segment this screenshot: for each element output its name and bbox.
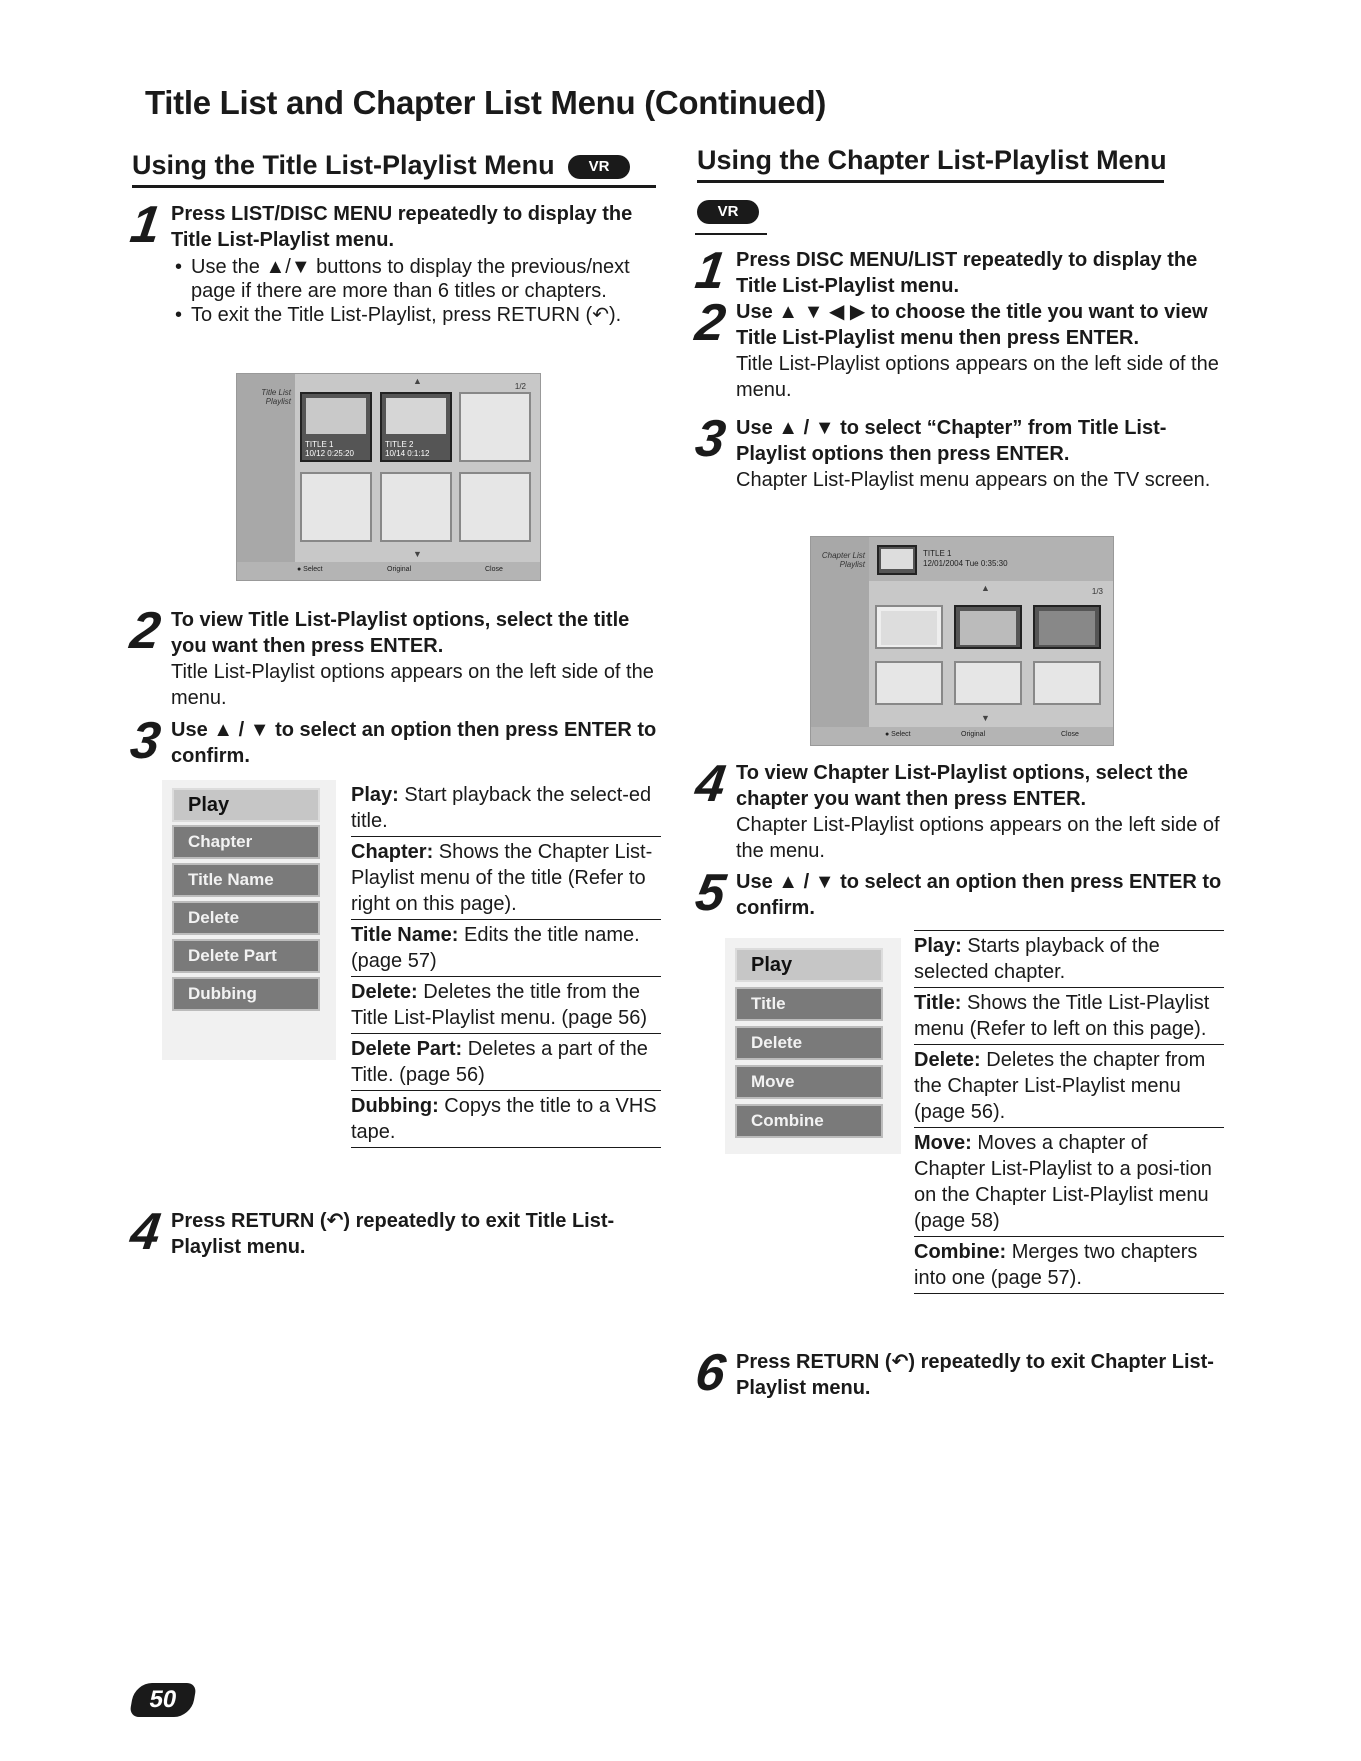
menu-item-combine[interactable]: Combine <box>735 1104 883 1138</box>
screen-footer <box>237 562 540 580</box>
vr-badge: VR <box>697 200 759 224</box>
screen-footer <box>811 727 1113 745</box>
step-body: Title List-Playlist options appears on the left side of the menu. <box>171 661 654 709</box>
right-step-6 <box>691 1344 1236 1402</box>
bullet-item: • Use the ▲/▼ buttons to display the previous/next page if there are more than 6 titles or chapters. <box>171 255 661 303</box>
menu-item-play[interactable]: Play <box>735 948 883 982</box>
footer-select: ● Select <box>297 566 323 573</box>
up-arrow-icon: ▲ <box>981 583 990 593</box>
thumb-caption: TITLE 1 10/12 0:25:20 <box>305 440 354 458</box>
step-number: 2 <box>691 294 729 352</box>
menu-item-delete-part[interactable]: Delete Part <box>172 939 320 973</box>
step-number: 2 <box>126 602 164 660</box>
empty-thumbnail <box>300 472 372 542</box>
option-desc-delete-part: Delete Part: Deletes a part of the Title. (page 56) <box>351 1034 661 1091</box>
chapter-thumbnail-3 <box>1033 605 1101 649</box>
step-title: Use ▲ ▼ ◀ ▶ to choose the title you want to view Title List-Playlist menu then press ENTER. <box>736 301 1208 349</box>
left-heading-text: Using the Title List-Playlist Menu <box>132 150 555 180</box>
empty-thumbnail <box>1033 661 1101 705</box>
step-number: 4 <box>126 1203 164 1261</box>
step-title: Press RETURN (↶) repeatedly to exit Chapter List-Playlist menu. <box>736 1351 1214 1399</box>
title-list-screen <box>236 373 541 581</box>
chapter-list-screen <box>810 536 1114 746</box>
left-step-3 <box>126 712 666 770</box>
step-title: To view Title List-Playlist options, select the title you want then press ENTER. <box>171 609 630 657</box>
header-thumbnail <box>877 545 917 575</box>
menu-item-title[interactable]: Title <box>735 987 883 1021</box>
option-desc-dubbing: Dubbing: Copys the title to a VHS tape. <box>351 1091 661 1148</box>
tree-image-icon <box>881 611 937 645</box>
left-step-4 <box>126 1203 666 1261</box>
right-step-1 <box>691 242 1236 300</box>
step-number: 5 <box>691 864 729 922</box>
screen-page-number: 1/3 <box>1091 587 1103 596</box>
step-body: Chapter List-Playlist options appears on the left side of the menu. <box>736 814 1220 862</box>
step-title: Press DISC MENU/LIST repeatedly to display the Title List-Playlist menu. <box>736 249 1198 297</box>
vr-badge: VR <box>568 155 630 179</box>
step-number: 1 <box>691 242 729 300</box>
empty-thumbnail <box>459 392 531 462</box>
page-number-badge: 50 <box>129 1683 197 1717</box>
title-thumbnail-2 <box>380 392 452 462</box>
step-title: Use ▲ / ▼ to select an option then press ENTER to confirm. <box>171 719 657 767</box>
right-step-5 <box>691 864 1236 922</box>
empty-thumbnail <box>875 661 943 705</box>
menu-item-delete[interactable]: Delete <box>172 901 320 935</box>
right-step-3 <box>691 410 1216 493</box>
footer-select: ● Select <box>885 731 911 738</box>
option-desc-title: Title: Shows the Title List-Playlist menu (Refer to left on this page). <box>914 988 1224 1045</box>
option-desc-play: Play: Starts playback of the selected chapter. <box>914 930 1224 988</box>
left-section-heading <box>132 150 656 188</box>
step-number: 3 <box>126 712 164 770</box>
option-desc-delete: Delete: Deletes the chapter from the Chapter List-Playlist menu (page 56). <box>914 1045 1224 1128</box>
menu-item-move[interactable]: Move <box>735 1065 883 1099</box>
footer-close: Close <box>1061 731 1079 738</box>
footer-original: Original <box>961 731 986 738</box>
option-desc-delete: Delete: Deletes the title from the Title List-Playlist menu. (page 56) <box>351 977 661 1034</box>
step-title: Use ▲ / ▼ to select an option then press ENTER to confirm. <box>736 871 1222 919</box>
chapter-thumbnail-2 <box>954 605 1022 649</box>
down-arrow-icon: ▼ <box>413 549 422 559</box>
step-body: Chapter List-Playlist menu appears on the TV screen. <box>736 469 1211 491</box>
title-thumbnail-1 <box>300 392 372 462</box>
step-number: 3 <box>691 410 729 468</box>
up-arrow-icon: ▲ <box>413 376 422 386</box>
step-bullets <box>171 255 661 327</box>
bullet-item: • To exit the Title List-Playlist, press RETURN (↶). <box>171 303 661 327</box>
title-options-menu <box>162 780 336 1060</box>
step-number: 1 <box>126 196 164 254</box>
header-title-text: TITLE 1 12/01/2004 Tue 0:35:30 <box>923 549 1008 568</box>
screen-side-label: Title List Playlist <box>261 388 291 406</box>
screen-side-label: Chapter List Playlist <box>821 551 865 569</box>
option-desc-title-name: Title Name: Edits the title name. (page 57) <box>351 920 661 977</box>
option-desc-chapter: Chapter: Shows the Chapter List-Playlist menu of the title (Refer to right on this page). <box>351 837 661 920</box>
menu-item-dubbing[interactable]: Dubbing <box>172 977 320 1011</box>
option-desc-play: Play: Start playback the select-ed title. <box>351 780 661 837</box>
title-options-descriptions <box>351 780 661 1148</box>
right-step-2 <box>691 294 1226 403</box>
menu-item-delete[interactable]: Delete <box>735 1026 883 1060</box>
step-body: Title List-Playlist options appears on the left side of the menu. <box>736 353 1219 401</box>
empty-thumbnail <box>459 472 531 542</box>
empty-thumbnail <box>954 661 1022 705</box>
footer-original: Original <box>387 566 412 573</box>
menu-item-chapter[interactable]: Chapter <box>172 825 320 859</box>
down-arrow-icon: ▼ <box>981 713 990 723</box>
menu-item-title-name[interactable]: Title Name <box>172 863 320 897</box>
flower-image-icon <box>1039 611 1095 645</box>
step-title: To view Chapter List-Playlist options, select the chapter you want then press ENTER. <box>736 762 1188 810</box>
screen-page-number: 1/2 <box>514 382 526 391</box>
tree-image-icon <box>881 549 913 569</box>
right-section-heading: Using the Chapter List-Playlist Menu <box>697 145 1164 183</box>
step-title: Press LIST/DISC MENU repeatedly to display the Title List-Playlist menu. <box>171 203 633 251</box>
chapter-thumbnail-1 <box>875 605 943 649</box>
left-step-1 <box>126 196 661 327</box>
step-number: 6 <box>691 1344 729 1402</box>
chapter-options-descriptions <box>914 930 1224 1294</box>
step-number: 4 <box>691 755 729 813</box>
right-step-4 <box>691 755 1236 864</box>
footer-close: Close <box>485 566 503 573</box>
menu-item-play[interactable]: Play <box>172 788 320 822</box>
chapter-options-menu <box>725 938 901 1154</box>
left-step-2 <box>126 602 666 711</box>
empty-thumbnail <box>380 472 452 542</box>
option-desc-combine: Combine: Merges two chapters into one (page 57). <box>914 1237 1224 1294</box>
thumb-caption: TITLE 2 10/14 0:1:12 <box>385 440 430 458</box>
badge-underline <box>695 233 767 235</box>
animal-image-icon <box>960 611 1016 645</box>
option-desc-move: Move: Moves a chapter of Chapter List-Playlist to a posi-tion on the Chapter List-Playlist menu (page 58) <box>914 1128 1224 1237</box>
step-title: Press RETURN (↶) repeatedly to exit Title List-Playlist menu. <box>171 1210 615 1258</box>
step-title: Use ▲ / ▼ to select “Chapter” from Title List-Playlist options then press ENTER. <box>736 417 1167 465</box>
vehicle-image-icon <box>386 398 446 434</box>
page-title: Title List and Chapter List Menu (Continued) <box>145 84 827 121</box>
tree-image-icon <box>306 398 366 434</box>
